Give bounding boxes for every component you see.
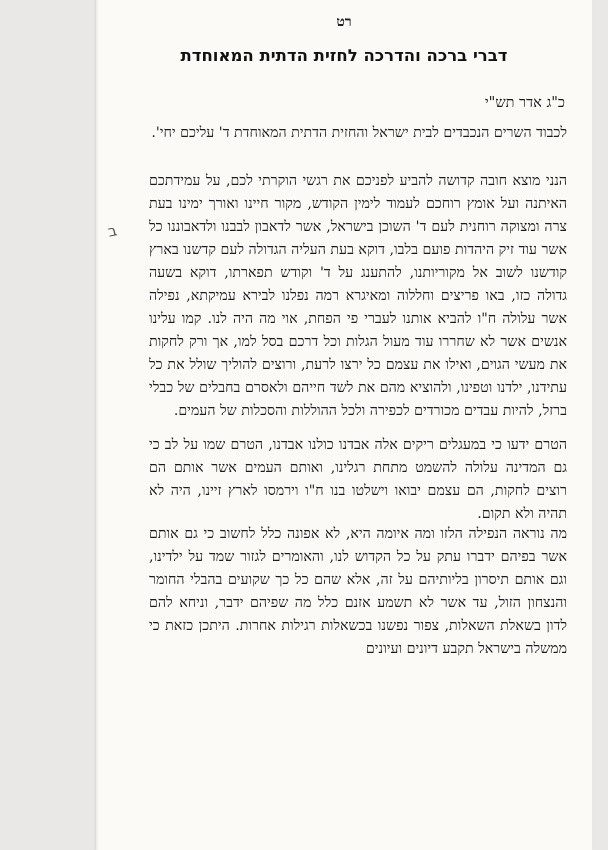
handwritten-margin-mark: ב [106,221,119,241]
letter-date: כ"ג אדר תש"י [484,95,565,111]
paragraph-3: מה נוראה הנפילה הלזו ומה איומה היא, לא אפונה כלל לחשוב כי גם אותם אשר בפיהם ידברו עתק על כל הקדוש לנו, והאומרים לגזור שמד על ילדינו, וגם אותם תיסרון בליותיהם על זה, אלא שהם כל כך שקועים בהבלי החומר והנצחון הזול, עד אשר לא תשמע אזנם כלל מה שפיהם ידבר, וניחא להם לדון בשאלת השאלות, צפור נפשנו בכשאלות רגילות אחרות. היתכן כזאת כי ממשלה בישראל תקבע דיונים ועיונים [149,526,567,657]
page-fold-shadow [96,0,99,850]
page-number: רט [336,14,352,30]
salutation: לכבוד השרים הנכבדים לבית ישראל והחזית הדתית המאוחדת ד' עליכם יחי'. [151,125,567,141]
paragraph-2: הטרם ידעו כי במעגלים ריקים אלה אבדנו כולנו אבדנו, הטרם שמו על לב כי גם המדינה עלולה להשמט מתחת רגלינו, ואותם העמים אשר אותם הם רוצים לחקות, הם עצמם יבואו וישלטו בנו ח"ו וירמסו לארץ זיינו, היה לא תהיה ולא תקום. [149,437,567,522]
paragraph-1: הנני מוצא חובה קדושה להביע לפניכם את רגשי הוקרתי לכם, על עמידתכם האיתנה ועל אומץ רוחכם לעמוד לימין הקודש, מקור חיינו ואורך ימינו בעת צרה ומצוקה רוחנית לעם ד' השוכן בישראל, אשר לדאבון לבבנו ולדאבוננו כל אשר עוד זיק היהדות פועם בלבו, דוקא בעת העליה הגדולה לעם קדשנו בארץ קודשנו לשוב אל מקוריותנו, להתענג על ד' וקודש תפארתו, דוקא בשעה גדולה כזו, באו פריצים וחללוה ומאיגרא רמה נפלנו לבירא עמיקתא, נפילה אשר עלולה ח"ו להביא אותנו לעברי פי הפחת, אוי מה היה לנו. קמו עלינו אנשים אשר לא שחררו עוד מעול הגלות וכל דרכם בסל למו, אך ורק לחקות את מעשי הגוים, ואילו את עצמם כל ירצו לרעת, ורוצים להוליך שולל את כל עתידנו, ילדנו וטפינו, ולהוציא מהם את לשד חייהם ולאסרם בחבלים של כבלי ברזל, להיות עבדים מכורדים לכפירה ולכל ההוללות והסכלות של העמים. [149,173,567,419]
document-page [96,0,592,850]
page-title: דברי ברכה והדרכה לחזית הדתית המאוחדת [180,46,508,65]
